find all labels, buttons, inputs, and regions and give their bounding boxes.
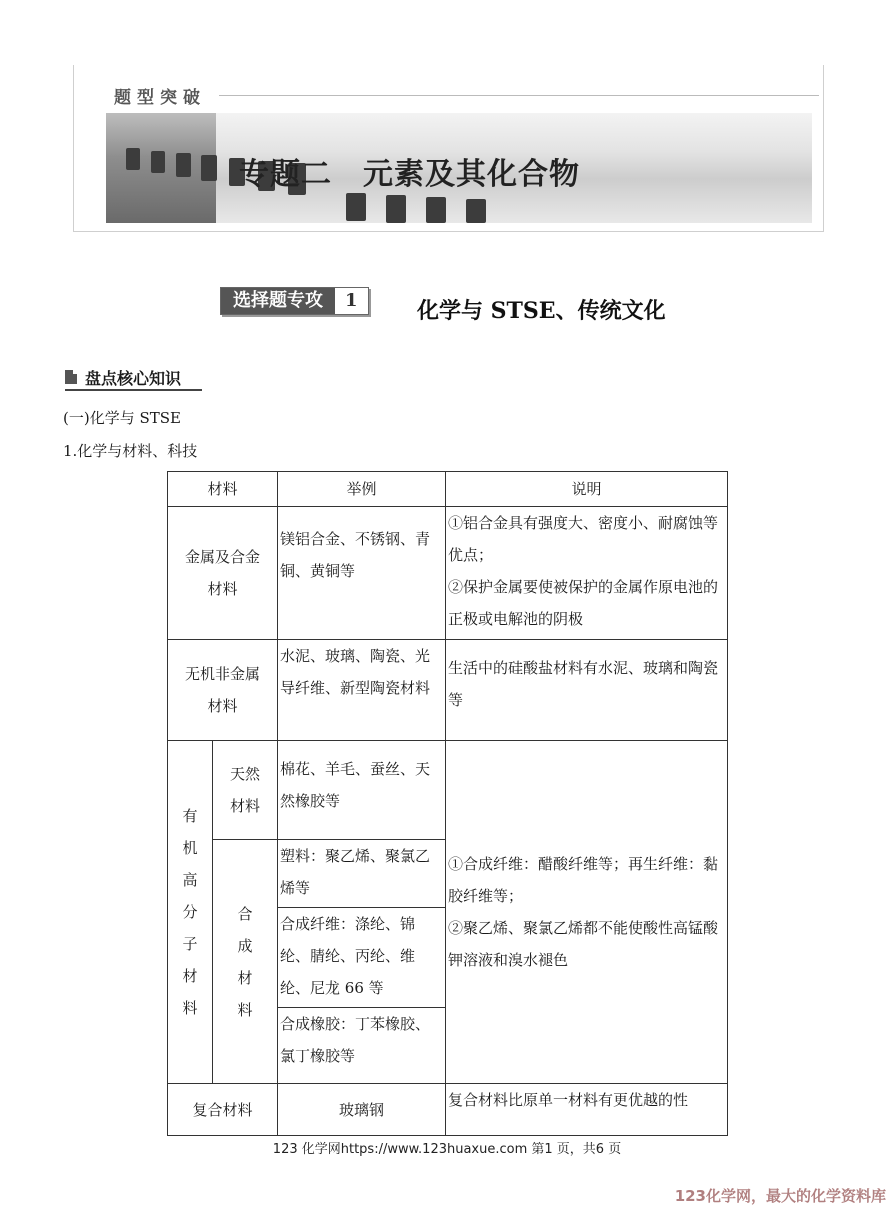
document-icon — [65, 370, 77, 384]
header-banner — [73, 65, 824, 232]
composite-note: 复合材料比原单一材料有更优越的性 — [446, 1084, 728, 1136]
topic-label: 选择题专攻 — [221, 288, 335, 314]
breakwater-post — [466, 199, 486, 223]
breakwater-post — [346, 193, 366, 221]
subheading-materials: 1.化学与材料、科技 — [63, 442, 198, 460]
metal-example: 镁铝合金、不锈钢、青铜、黄铜等 — [278, 507, 446, 640]
inorganic-example: 水泥、玻璃、陶瓷、光导纤维、新型陶瓷材料 — [278, 640, 446, 741]
section-heading — [65, 365, 202, 391]
fiber-example: 合成纤维：涤纶、锦纶、腈纶、丙纶、维纶、尼龙 66 等 — [278, 908, 446, 1008]
composite-name: 复合材料 — [168, 1084, 278, 1136]
breakwater-post — [201, 155, 217, 181]
composite-example: 玻璃钢 — [278, 1084, 446, 1136]
rubber-example: 合成橡胶：丁苯橡胶、氯丁橡胶等 — [278, 1008, 446, 1084]
synthetic-label: 合成材料 — [213, 840, 278, 1084]
breakwater-post — [176, 153, 191, 177]
section-heading-text: 盘点核心知识 — [85, 368, 182, 388]
table-header-row — [168, 472, 728, 507]
header-example: 举例 — [278, 472, 446, 507]
banner-title: 专题二 元素及其化合物 — [239, 157, 580, 192]
inorganic-name: 无机非金属材料 — [168, 640, 278, 741]
metal-note: ①铝合金具有强度大、密度小、耐腐蚀等优点； ②保护金属要使被保护的金属作原电池的正极或电解池的阴极 — [446, 507, 728, 640]
table-row — [168, 1084, 728, 1136]
natural-example: 棉花、羊毛、蚕丝、天然橡胶等 — [278, 741, 446, 840]
table-row — [168, 640, 728, 741]
subheading-stse: (一)化学与 STSE — [63, 409, 181, 427]
site-watermark: 123化学网，最大的化学资料库 — [674, 1187, 886, 1205]
table-row — [168, 741, 728, 840]
plastic-example: 塑料：聚乙烯、聚氯乙烯等 — [278, 840, 446, 908]
page-footer: 123 化学网https://www.123huaxue.com 第1 页，共6 页 — [272, 1142, 622, 1157]
natural-label: 天然材料 — [213, 741, 278, 840]
organic-name: 有机高分子材料 — [168, 741, 213, 1084]
header-note: 说明 — [446, 472, 728, 507]
breakwater-post — [151, 151, 165, 173]
breakwater-post — [426, 197, 446, 223]
breakwater-post — [126, 148, 140, 170]
breakwater-post — [386, 195, 406, 223]
banner-label: 题型突破 — [114, 88, 206, 108]
table-row — [168, 507, 728, 640]
metal-name: 金属及合金材料 — [168, 507, 278, 640]
organic-note: ①合成纤维：醋酸纤维等；再生纤维：黏胶纤维等； ②聚乙烯、聚氯乙烯都不能使酸性高锰酸钾溶液和溴水褪色 — [446, 741, 728, 1084]
topic-number: 1 — [335, 288, 368, 314]
materials-table — [167, 471, 728, 1136]
inorganic-note: 生活中的硅酸盐材料有水泥、玻璃和陶瓷等 — [446, 640, 728, 741]
topic-title: 化学与 STSE、传统文化 — [417, 298, 666, 324]
banner-rule — [219, 95, 819, 96]
header-material: 材料 — [168, 472, 278, 507]
topic-badge — [220, 287, 369, 315]
